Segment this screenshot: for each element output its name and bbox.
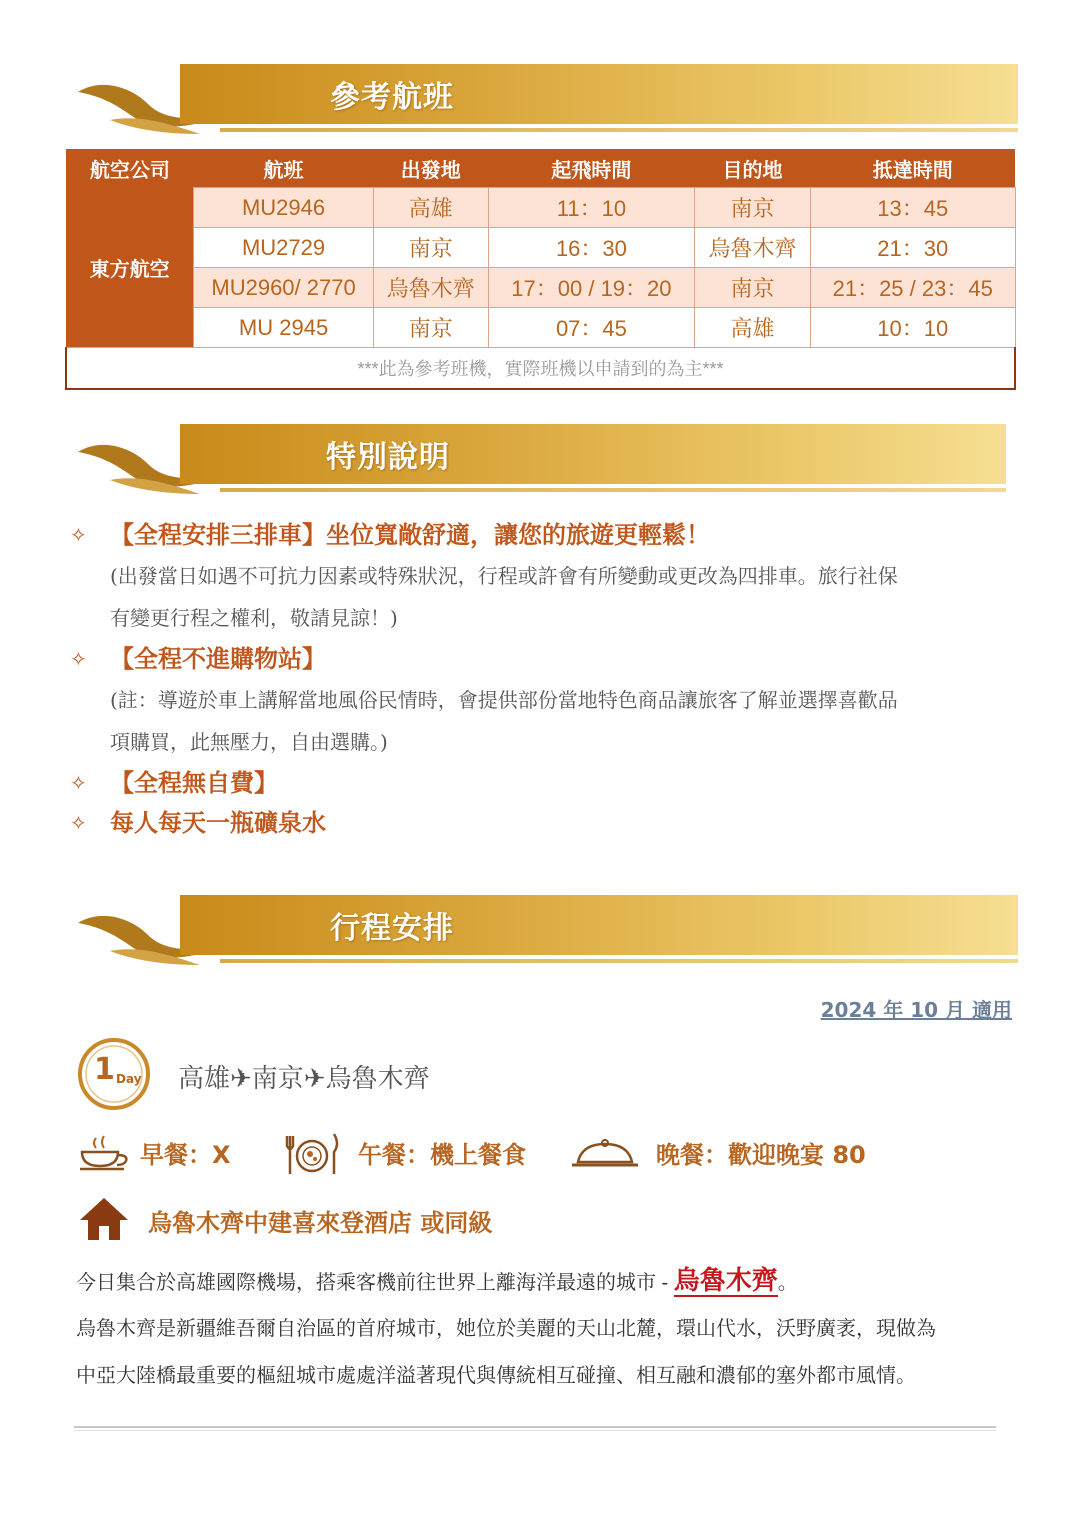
arr-cell: 21：30 <box>810 228 1015 268</box>
section-banner-notes <box>70 424 1006 496</box>
note-item <box>70 515 1010 639</box>
note-detail: (註：導遊於車上講解當地風俗民情時，會提供部份當地特色商品讓旅客了解並選擇喜歡品 <box>110 688 898 712</box>
day-route: 高雄✈南京✈烏魯木齊 <box>178 1064 430 1094</box>
table-row <box>66 268 1015 308</box>
from-cell: 南京 <box>373 228 488 268</box>
column-header: 抵達時間 <box>810 149 1015 188</box>
section-title: 行程安排 <box>330 911 454 946</box>
section-banner-itinerary <box>70 895 1018 967</box>
dep-cell: 07：45 <box>488 308 695 348</box>
table-note: ***此為參考班機，實際班機以申請到的為主*** <box>66 348 1015 390</box>
para-text: 今日集合於高雄國際機場，搭乘客機前往世界上離海洋最遠的城市 - <box>76 1272 674 1294</box>
flight-cell: MU2729 <box>194 228 374 268</box>
banner-bar <box>180 895 1018 955</box>
table-row <box>66 308 1015 348</box>
from-cell: 烏魯木齊 <box>373 268 488 308</box>
banner-underline <box>220 959 1018 963</box>
day-label: Day <box>116 1072 142 1086</box>
coffee-cup-icon <box>78 1134 132 1174</box>
column-header: 出發地 <box>373 149 488 188</box>
flight-cell: MU 2945 <box>194 308 374 348</box>
arr-cell: 21：25 / 23：45 <box>810 268 1015 308</box>
banner-bar <box>180 64 1018 124</box>
note-title: 【全程不進購物站】 <box>110 644 326 673</box>
arr-cell: 10：10 <box>810 308 1015 348</box>
table-header-row <box>66 149 1015 188</box>
banner-underline <box>220 128 1018 132</box>
day-number: 1 <box>94 1052 115 1087</box>
table-row <box>66 188 1015 228</box>
banner-underline <box>220 488 1006 492</box>
table-note-row <box>66 348 1015 390</box>
para-text: 。 <box>777 1272 798 1294</box>
column-header: 航空公司 <box>66 149 194 188</box>
highlight-city: 烏魯木齊 <box>673 1265 778 1295</box>
dinner-text: 晚餐：歡迎晚宴 80 <box>656 1141 866 1169</box>
dep-cell: 17：00 / 19：20 <box>488 268 695 308</box>
dep-cell: 16：30 <box>488 228 695 268</box>
note-item <box>70 803 1010 843</box>
note-detail: (出發當日如遇不可抗力因素或特殊狀況，行程或許會有所變動或更改為四排車。旅行社保 <box>110 564 898 588</box>
to-cell: 烏魯木齊 <box>695 228 811 268</box>
note-title: 【全程安排三排車】坐位寬敞舒適，讓您的旅遊更輕鬆！ <box>110 520 710 549</box>
to-cell: 南京 <box>695 268 811 308</box>
note-title: 【全程無自費】 <box>110 768 278 797</box>
to-cell: 高雄 <box>695 308 811 348</box>
from-cell: 南京 <box>373 308 488 348</box>
column-header: 起飛時間 <box>488 149 695 188</box>
flight-cell: MU2946 <box>194 188 374 228</box>
from-cell: 高雄 <box>373 188 488 228</box>
lunch-text: 午餐：機上餐食 <box>358 1141 526 1169</box>
house-icon <box>78 1196 130 1242</box>
breakfast-text: 早餐：X <box>140 1141 231 1169</box>
day-badge <box>76 1036 152 1112</box>
validity-note: 2024 年 10 月 適用 <box>820 998 1012 1022</box>
section-title: 參考航班 <box>330 80 454 115</box>
note-detail: 項購買，此無壓力，自由選購。) <box>110 730 388 754</box>
note-title: 每人每天一瓶礦泉水 <box>110 808 326 837</box>
day-description-2: 烏魯木齊是新疆維吾爾自治區的首府城市，她位於美麗的天山北麓，環山代水，沃野廣袤，現做為 <box>76 1318 936 1340</box>
to-cell: 南京 <box>695 188 811 228</box>
note-item <box>70 639 1010 763</box>
star-icon: ✧ <box>70 771 87 795</box>
day-description-1 <box>76 1256 1016 1307</box>
hotel-text: 烏魯木齊中建喜來登酒店 或同級 <box>148 1209 493 1237</box>
plate-cutlery-icon <box>284 1130 342 1178</box>
note-detail: 有變更行程之權利，敬請見諒！) <box>110 606 398 630</box>
divider <box>74 1426 996 1431</box>
arr-cell: 13：45 <box>810 188 1015 228</box>
column-header: 目的地 <box>695 149 811 188</box>
table-row <box>66 228 1015 268</box>
day-description-3: 中亞大陸橋最重要的樞紐城市處處洋溢著現代與傳統相互碰撞、相互融和濃郁的塞外都市風情。 <box>76 1365 916 1387</box>
column-header: 航班 <box>194 149 374 188</box>
star-icon: ✧ <box>70 811 87 835</box>
airline-cell: 東方航空 <box>66 188 194 348</box>
flight-cell: MU2960/ 2770 <box>194 268 374 308</box>
food-cloche-icon <box>570 1138 640 1170</box>
banner-bar <box>180 424 1006 484</box>
special-notes <box>70 515 1010 843</box>
section-banner-flights <box>70 64 1018 136</box>
note-item <box>70 763 1010 803</box>
dep-cell: 11：10 <box>488 188 695 228</box>
section-title: 特別說明 <box>326 440 450 475</box>
flights-table <box>65 149 1016 390</box>
star-icon: ✧ <box>70 647 87 671</box>
star-icon: ✧ <box>70 523 87 547</box>
